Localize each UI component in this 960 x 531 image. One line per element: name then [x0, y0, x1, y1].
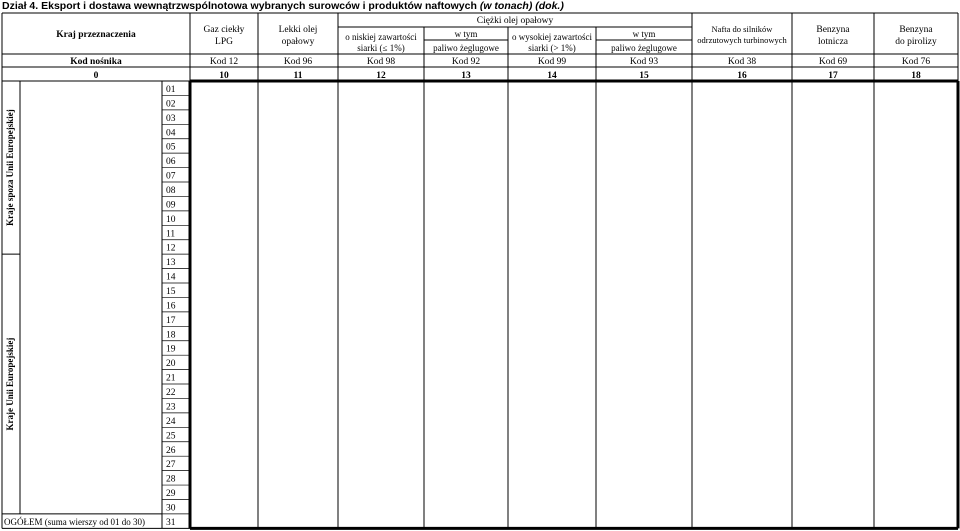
row-number: 26 — [166, 445, 176, 456]
row-number: 12 — [166, 243, 176, 254]
row-number: 18 — [166, 330, 176, 341]
column-number: 17 — [828, 71, 838, 81]
carrier-code: Kod 38 — [727, 57, 757, 67]
row-number: 15 — [166, 287, 176, 298]
header-marine-fuel: paliwo żeglugowe — [433, 43, 499, 53]
header-light-oil: opałowy — [281, 37, 315, 47]
row-number: 14 — [166, 272, 176, 283]
header-destination-country: Kraj przeznaczenia — [56, 30, 136, 40]
row-number: 25 — [166, 431, 176, 442]
header-high-sulfur: siarki (> 1%) — [528, 43, 576, 53]
header-high-sulfur: o wysokiej zawartości — [512, 32, 592, 42]
row-number: 08 — [166, 186, 176, 197]
carrier-code-label: Kod nośnika — [70, 57, 122, 67]
carrier-code: Kod 69 — [818, 57, 848, 67]
table-grid — [2, 13, 958, 528]
row-number: 05 — [166, 142, 176, 153]
column-number: 16 — [737, 71, 747, 81]
group-eu: Kraje Unii Europejskiej — [5, 337, 15, 431]
row-number: 20 — [166, 359, 176, 370]
row-number: 17 — [166, 315, 176, 326]
row-number: 30 — [166, 503, 176, 514]
header-aviation-gasoline: lotnicza — [817, 37, 849, 47]
row-number: 29 — [166, 489, 176, 500]
header-aviation-gasoline: Benzyna — [816, 25, 850, 35]
row-number: 22 — [166, 388, 176, 399]
row-number: 21 — [166, 373, 176, 384]
row-number: 27 — [166, 460, 176, 471]
carrier-code: Kod 76 — [901, 57, 931, 67]
row-number: 31 — [166, 517, 176, 528]
carrier-code: Kod 98 — [366, 57, 396, 67]
column-number: 11 — [293, 71, 303, 81]
table-text — [4, 16, 937, 528]
column-number: 10 — [219, 71, 229, 81]
total-label: OGÓŁEM (suma wierszy od 01 do 30) — [4, 516, 145, 527]
row-number: 13 — [166, 258, 176, 269]
row-number: 07 — [166, 171, 176, 182]
carrier-code: Kod 93 — [629, 57, 659, 67]
column-number: 18 — [911, 71, 921, 81]
header-low-sulfur: o niskiej zawartości — [345, 32, 417, 42]
title-text: Dział 4. Eksport i dostawa wewnątrzwspólnotowa wybranych surowców i produktów naftowych — [2, 0, 480, 12]
row-number: 11 — [166, 229, 176, 240]
column-number: 12 — [376, 71, 386, 81]
row-number: 04 — [166, 128, 176, 139]
title-unit: (w tonach) (dok.) — [479, 0, 564, 12]
row-number: 24 — [166, 416, 176, 427]
row-number: 10 — [166, 214, 176, 225]
header-marine-fuel: paliwo żeglugowe — [611, 43, 677, 53]
column-number: 15 — [639, 71, 649, 81]
header-pyrolysis-gasoline: do pirolizy — [895, 37, 937, 47]
row-number: 16 — [166, 301, 176, 312]
carrier-code: Kod 12 — [209, 57, 239, 67]
column-number: 13 — [461, 71, 471, 81]
header-lpg: LPG — [215, 37, 233, 47]
header-pyrolysis-gasoline: Benzyna — [899, 25, 933, 35]
row-number: 01 — [166, 85, 176, 95]
header-of-which: w tym — [454, 29, 478, 39]
row-number: 02 — [166, 99, 176, 110]
group-non-eu: Kraje spoza Unii Europejskiej — [5, 109, 15, 226]
header-low-sulfur: siarki (≤ 1%) — [357, 43, 405, 53]
carrier-code: Kod 99 — [537, 57, 567, 67]
header-jet-kerosene: odrzutowych turbinowych — [697, 35, 787, 45]
header-light-oil: Lekki olej — [278, 25, 318, 35]
header-of-which: w tym — [632, 29, 656, 39]
carrier-code: Kod 96 — [283, 57, 313, 67]
row-number: 19 — [166, 344, 176, 355]
header-jet-kerosene: Nafta do silników — [711, 24, 773, 34]
header-heavy-oil: Ciężki olej opałowy — [476, 16, 554, 26]
row-number: 28 — [166, 474, 176, 485]
row-number: 06 — [166, 157, 176, 168]
row-number: 03 — [166, 113, 176, 124]
carrier-code: Kod 92 — [451, 57, 481, 67]
column-number: 14 — [547, 71, 557, 81]
row-number: 23 — [166, 402, 176, 413]
row-number: 09 — [166, 200, 176, 211]
column-number: 0 — [93, 71, 99, 81]
header-lpg: Gaz ciekły — [203, 25, 245, 35]
